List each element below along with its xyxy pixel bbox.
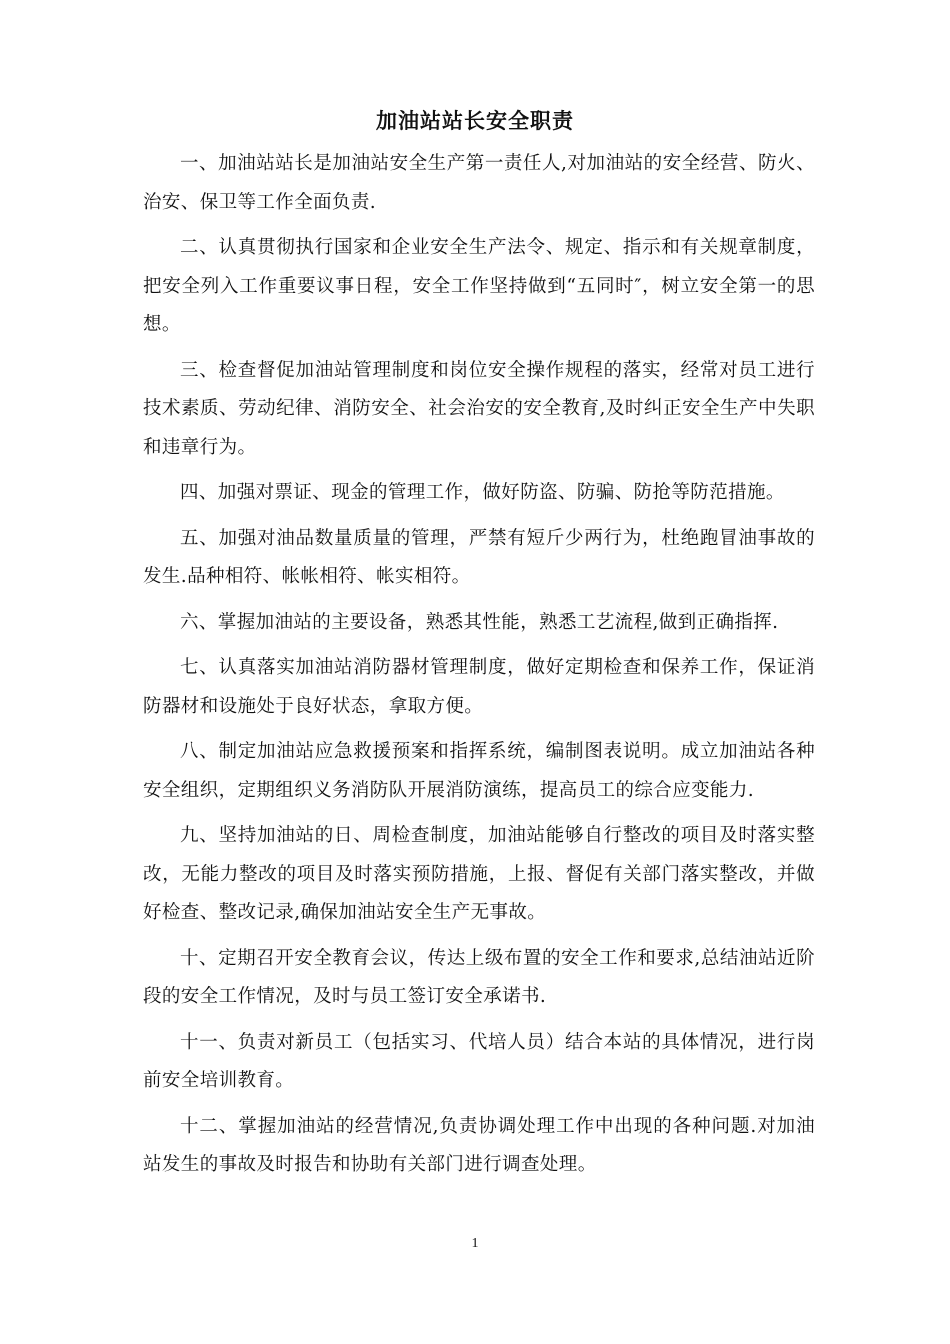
paragraph-1: 一、加油站站长是加油站安全生产第一责任人,对加油站的安全经营、防火、治安、保卫等工作全面负责. [143, 153, 815, 213]
paragraph-10: 十、定期召开安全教育会议，传达上级布置的安全工作和要求,总结油站近阶段的安全工作情况，及时与员工签订安全承诺书. [143, 947, 815, 1007]
paragraph-3: 三、检查督促加油站管理制度和岗位安全操作规程的落实，经常对员工进行技术素质、劳动纪律、消防安全、社会治安的安全教育,及时纠正安全生产中失职和违章行为。 [143, 359, 815, 458]
page-number: 1 [471, 1236, 479, 1251]
paragraph-11: 十一、负责对新员工（包括实习、代培人员）结合本站的具体情况，进行岗前安全培训教育。 [143, 1031, 815, 1091]
document-title: 加油站站长安全职责 [376, 109, 574, 133]
paragraph-5: 五、加强对油品数量质量的管理，严禁有短斤少两行为，杜绝跑冒油事故的发生.品种相符、帐帐相符、帐实相符。 [143, 527, 815, 587]
paragraph-6: 六、掌握加油站的主要设备，熟悉其性能，熟悉工艺流程,做到正确指挥. [180, 611, 779, 633]
paragraph-2: 二、认真贯彻执行国家和企业安全生产法令、规定、指示和有关规章制度，把安全列入工作重要议事日程，安全工作坚持做到“五同时″，树立安全第一的思想。 [143, 237, 815, 335]
paragraph-8: 八、制定加油站应急救援预案和指挥系统，编制图表说明。成立加油站各种安全组织，定期组织义务消防队开展消防演练，提高员工的综合应变能力. [143, 741, 815, 801]
paragraph-4: 四、加强对票证、现金的管理工作，做好防盗、防骗、防抢等防范措施。 [180, 482, 785, 503]
paragraph-7: 七、认真落实加油站消防器材管理制度，做好定期检查和保养工作，保证消防器材和设施处于良好状态，拿取方便。 [143, 657, 815, 717]
paragraph-9: 九、坚持加油站的日、周检查制度，加油站能够自行整改的项目及时落实整改，无能力整改的项目及时落实预防措施，上报、督促有关部门落实整改，并做好检查、整改记录,确保加油站安全生产无事故。 [143, 825, 815, 923]
document-body [143, 145, 815, 1192]
paragraph-12: 十二、掌握加油站的经营情况,负责协调处理工作中出现的各种问题.对加油站发生的事故及时报告和协助有关部门进行调查处理。 [143, 1115, 815, 1175]
